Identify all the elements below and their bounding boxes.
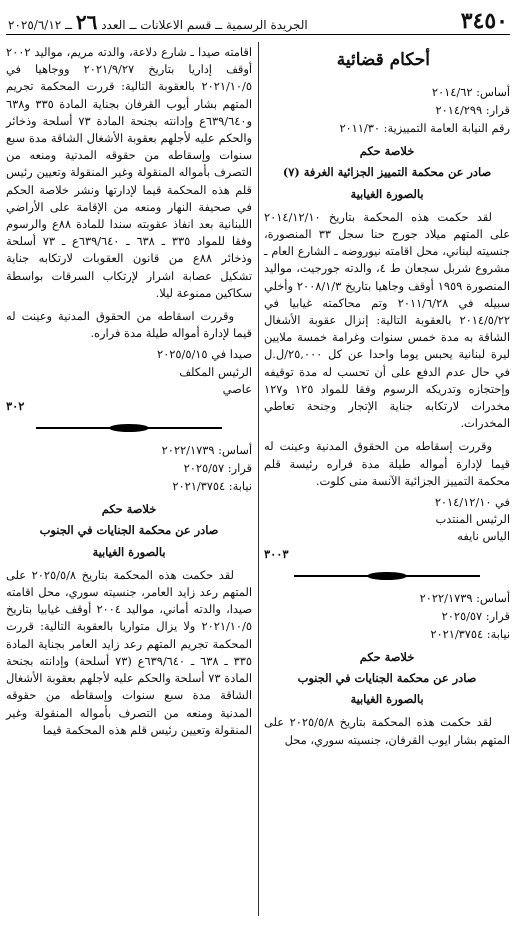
left-column: [6, 44, 252, 739]
separator-ornament: [6, 421, 252, 435]
signer-name: الياس نايفه: [457, 529, 510, 544]
page-number: ٣٤٥٠: [460, 8, 508, 34]
case-niyaba: نيابة: ٢٠٢١/٣٧٥٤: [172, 479, 252, 494]
case-asas: أساس: ٢٠٢٢/١٧٣٩: [161, 443, 252, 458]
notice-number: ٣٠٢: [6, 399, 25, 414]
column-divider: [258, 42, 259, 916]
page-header: [6, 8, 510, 35]
section-title: أحكام قضائية: [336, 50, 430, 70]
gazette-title: [8, 12, 308, 35]
court-name: صادر عن محكمة التمييز الجزائية الغرفة (٧): [282, 165, 492, 180]
notice-number: ٣٠٠٣: [264, 546, 289, 561]
judgment-date: في ٢٠١٤/١٢/١٠: [434, 495, 510, 510]
case-qarar: قرار: ٢٠٢٥/٥٧: [183, 461, 252, 476]
court-name: صادر عن محكمة الجنايات في الجنوب: [297, 671, 477, 686]
signer-title: الرئيس المكلف: [179, 364, 252, 379]
summary-title: خلاصة حكم: [359, 649, 415, 664]
summary-title: خلاصة حكم: [101, 502, 157, 517]
judgment-closing: وقررت اسقاطه من الحقوق المدنية وعينت له قيما لإدارة أمواله طيلة مدة فراره.: [6, 309, 252, 341]
court-name: صادر عن محكمة الجنايات في الجنوب: [39, 523, 219, 538]
judgment-form: بالصورة الغيابية: [350, 186, 424, 201]
issue-number: ٢٦: [75, 10, 98, 34]
issue-date: ــ ٢٠٢٥/٦/١٢: [8, 18, 73, 32]
case-asas: أساس: ٢٠١٤/٦٢: [431, 85, 510, 100]
case-niyaba: رقم النيابة العامة التمييزية: ٢٠١١/٣٠: [339, 121, 510, 136]
right-column: [264, 44, 510, 749]
judgment-closing: وقررت إسقاطه من الحقوق المدنية وعينت له قيما لإدارة أمواله طيلة مدة فراره رئيسة قلم محكمة التمييز الجزائية الآنسة منى كلوت.: [264, 439, 510, 488]
case-niyaba: نيابة: ٢٠٢١/٣٧٥٤: [430, 626, 510, 641]
signer-name: عاصي: [222, 381, 252, 396]
judgment-body: لقد حكمت هذه المحكمة بتاريخ ٢٠٢٥/٥/٨ على المتهم بشار ايوب القرفان، جنسيته سوري، محل: [264, 715, 510, 747]
signer-title: الرئيس المنتدب: [435, 512, 510, 527]
judgment-body: لقد حكمت هذه المحكمة بتاريخ ٢٠٢٥/٥/٨ على المتهم رعد زايد العامر، جنسيته سوري، محل اقامته صيدا، والدته أماني، مواليد ٢٠٠٤ أوقف غيابيا بتاريخ ٢٠٢١/١٠/٥ ولا يزال متواريا بالعقوبة التالية: قررت المحكمة تجريم المتهم رعد زايد العامر بجناية المادة ٣٣٥ ـ ٦٣٨ ـ ٦٣٩/٦٤٠ع (٧٣ أسلحة) وإدانته بجنحة المادة ٧٣ أسلحة والحكم عليه لأجلهم بعقوبة الأشغال الشاقة مدة سبع سنوات وإسقاطه من حقوقه المدنية ومنعه من التصرف بأمواله المنقولة وغير المنقولة وتعيين رئيس قلم هذه المحكمة قيما: [6, 567, 253, 737]
judgment-form: بالصورة الغيابية: [350, 692, 424, 707]
judgment-body: لقد حكمت هذه المحكمة بتاريخ ٢٠١٤/١٢/١٠ على المتهم ميلاد جورج حنا سجل ٣٣ المنصورة، جنسيته لبناني، محل اقامته نيوروضه ـ الشارع العام ـ مشروع شربل سجعان ط ٤، والدته جورجيت، مواليد المنصورة ١٩٥٩ أوقف وجاهيا بتاريخ ٢٠٠٨/١/٣ وأخلي سبيله في ٢٠١١/٦/٢٨ وتم محاكمته غيابيا في ٢٠١٤/٥/٢٢ بالعقوبة التالية: إنزال عقوبة الأشغال الشاقة به مدة خمس سنوات وغرامة خمسة ملايين ليرة لبنانية يحبس يوما واحدا عن كل ٢٥,٠٠٠/ل.ل في حال عدم الدفع على أن تحسب له مدة توقيفه وإحتجازه وتدريكه الرسوم وفقا للمواد ١٢٥ و١٢٧ مخدرات لارتكابه جناية الإتجار وجنحة تعاطي المخدرات.: [264, 209, 511, 431]
summary-title: خلاصة حكم: [359, 144, 415, 159]
gazette-name: الجريدة الرسمية ــ قسم الاعلانات ــ العدد: [101, 18, 308, 32]
judgment-date: صيدا في ٢٠٢٥/٥/١٥: [157, 347, 252, 362]
case-qarar: قرار: ٢٠١٤/٢٩٩: [435, 103, 510, 118]
separator-ornament: [264, 569, 510, 583]
judgment-body-continued: اقامته صيدا ـ شارع دلاعة، والدته مريم، مواليد ٢٠٠٢ أوقف إداريا بتاريخ ٢٠٢١/٩/٢٧ ووجاهيا في ٢٠٢١/١٠/٥ بالعقوبة التالية: قررت المحكمة تجريم المتهم بشار أيوب القرفان بجناية المادة ٣٣٥ و٦٣٨ و٦٣٩/٦٤٠ع وإدانته بجنحة المادة ٧٣ أسلحة وذخائر والحكم عليه لأجلهم بعقوبة الأشغال الشاقة مدة سبع سنوات وإسقاطه من حقوقه المدنية ومنعه من التصرف بأمواله المنقولة وغير المنقولة وتعيين رئيس قلم هذه المحكمة قيما لإدارتها ونشر خلاصة الحكم في صحيفة النهار ومنعه من الإقامة على الأراضي اللبنانية بعد انفاذ عقوبته سندا للمادة ٨٨ع والرسوم وفقا للمواد ٣٣٥ ـ ٦٣٨ ـ ٦٣٩/٦٤٠ع ـ ٧٣ أسلحة وذخائر ٨٨ع من قانون العقوبات لارتكابه جناية تشكيل عصابة اشرار لإرتكاب السرقات بواسطة سكاكين ممنوعة ليلا.: [6, 45, 252, 300]
judgment-form: بالصورة الغيابية: [92, 544, 166, 559]
case-qarar: قرار: ٢٠٢٥/٥٧: [441, 608, 510, 623]
case-asas: أساس: ٢٠٢٢/١٧٣٩: [419, 590, 510, 605]
